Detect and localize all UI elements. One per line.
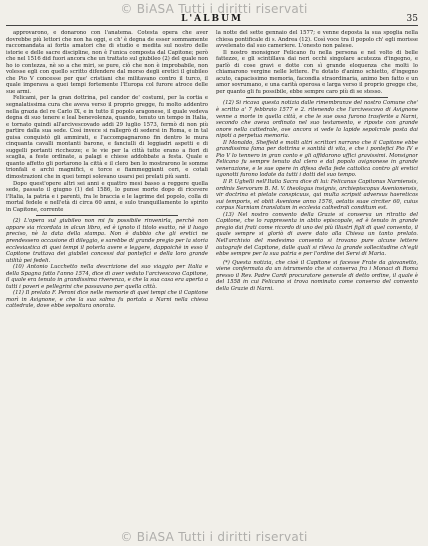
running-head: L'ALBUM [181, 14, 243, 24]
paragraph: la notte del sette gennaio del 1577; e venne deposta la sua spoglia nella chiesa pontificale di s. Andrea (12). Così voce tra il popolo ch' egli morisse avvelenato dal suo cameriere. L'onesto non palese. [216, 30, 418, 50]
footnote-separator [246, 97, 387, 98]
footnote: (*) Questa notizia, che cioè il Capitone si facesse Frate da giovanetto, viene confermata da un istrumento che si conserva fra i Monaci di Roma presso il Rev. Padre Cardi procuratore generale di detto ordine, il quale è del 1558 in cui Felicano si trova nominato come converso del convento della Grazie di Narni. [216, 259, 418, 292]
paragraph: Il nostro monsignor Felicano fu nella persona e nel volto di belle fattezze, e gli scintillava dai neri occhi singolare acutezza d'ingegno, e parlò di cose gravi e dotte con sì grande eloquenza che molti lo chiamarono vergine nelle lettere. Fu dotato d'animo schietto, d'ingegno acuto, capacissimo memoria, facondia straordinaria, animo ben fatto e un amor sovrumano, e una carità operosa e larga verso il proprio gregge che, per quanto gli fu possibile, ebbe sempre caro più di se stesso. [216, 49, 418, 95]
left-column [6, 30, 208, 526]
footnote-separator [36, 215, 177, 216]
page-number: 35 [406, 14, 418, 24]
paragraph: approvarono, e donarono con l'anatema. Cotesta opera che aver dovrebbe più lettori che non ha oggi, e ch' è degna de esser sommamente raccomandata ai fortis amatori che di studio e medita sul nostro delle istorie e delle sacre discipline, non è l'unica composta dal Capitone; però che nel 1516 did fuori ancora che un trattato sul giubileo (2) del quale non ho io contezza, nè so a che miri, se pure, ciò che non è improbabile, non volesse egli con quello scritto difendere dal morso degli eretici il giubileo che Pio V concesse per que' cristiani che militavano contro il turco, il quale imperava a quei tempi fortemente l'Europa col furore atroce delle sue armi. [6, 30, 208, 95]
footnote: (13) Nel nostro convento della Grazie si conserva un ritratto del Capitone, che lo rappresenta in abito episcopale, ed è tenuto in grande pregio dai frati come ricordo di uno dei più illustri figli di quel convento, il quale sempre si gloriò di avere dato alla Chiesa un tanto prelato. Nell'archivio del medesimo convento si trovano pure alcune lettere autografe del Capitone, dalle quali si rileva la grande sollecitudine ch'egli ebbe sempre per la sua patria e per l'ordine dei Servi di Maria. [216, 211, 418, 258]
watermark-top: © BiASA Tutti i diritti riservati [120, 2, 308, 16]
page-header [6, 13, 418, 26]
footnote: (11) Il prelato F. Peroni dice nelle memorie di quei tempi che il Capitone morì in Avignone, e che la sua salma fu portata a Narni nella chiesa cattedrale, dove ebbe sepoltura onorata. [6, 290, 208, 310]
paragraph: Felicami, per la gran dottrina, pel candor de' costumi, per la cortia e segnalatissima cura che aveva verso il proprio gregge, fu molto addentro nella grazia del re Carlo IX, e in tutto il popolo aragonese, il quale vedeva degna di suo tenere e leal benevolenza, quando, tenuto un tempo in Italia, e tornato quindi all'arcivescovado addi 29 luglio 1573, fermò di non più partire dalla sua sede. Così invece si rallegrò di sedersi in Roma, e in tal guisa conquistò gli ammirati, e l'accompagnarono fin dentro le mura cinquanta cavalli montanti barone, e fanciulli di leggiadri aspetti e di suggelli portanti ricchezze; e le vie per la città tutte erano a fiori di scaglia, a feste ordinate, a palagi e chiese addobbate a festa. Quale e quanto affetto gli portarono la città e il clero ben lo mostrarono le somme trionfali e archi magnifici, e torce e fiammeggianti ceri, e cotali dimostrazioni che in quei tempi solevano usarsi pei prelati più santi. [6, 95, 208, 181]
paragraph: Dopo quest'opere altri sei anni e quattro mesi basso a reggere quella sede, passato il giugno (1) del 1586, lo punse morte dopo di ricevere l'Italia, la patria e i parenti, fra le braccia e le lagrime del popolo, colla di mortal fedele e nell'età di circa 60 anni, e sulo tranquillamente lo spirito in Capitone, corrente [6, 180, 208, 213]
footnote: (10) Antonio Lucchetto nella descrizione del suo viaggio per Italia e della Spagna fatto l'anno 1574, dice di aver veduto l'arcivescovo Capitone, il quale era tenuto in grandissima riverenza, e che la sua casa era aperta a tutti i poveri e pellegrini che passavano per quella città. [6, 264, 208, 290]
footnote: Il P. Ughelli nell'Italia Sacra dice di lui: Felicanus Capitonus Narniensis, ordinis Servorum B. M. V. theologus insignis, archiepiscopus Avenionensis, vir doctrina et pietate conspicuus, qui multa scripsit adversus haereticos sui temporis, et obiit Avenione anno 1576, aetatis suae circiter 60, cuius corpus Narniam translatum in ecclesia cathedrali conditum est. [216, 179, 418, 212]
footnote: (2) L'opera sul giubileo non mi fu possibile rinvenirla, perchè non appare sia ricordata in alcun libro, ed è ignoto il titolo esatto, nè il luogo preciso, nè la data della stampa. Non è dubbio che gli eretici ne prendessero occasione di dileggio, e sarebbe di grande pregio per la storia ecclesiastica di quei tempi il poterla avere e leggere, dappoichè in esso il Capitone trattava dei giubilei concessi dai pontefici e della loro grande utilità pei fedeli. [6, 218, 208, 264]
watermark-bottom: © BiASA Tutti i diritti riservati [120, 530, 308, 544]
footnote: Il Monaldo, Sheffeld e molti altri scrittori narrano che il Capitone ebbe grandissima fama per dottrina e santità di vita, e che i pontefici Pio IV e Pio V lo tennero in gran conto e gli affidarono uffici gravissimi. Monsignor Felicano fu sempre tenuto dal clero e dal popolo avignonese in grande venerazione, e le sue opere in difesa della fede cattolica contro gli eretici ugonotti furono lodate da tutti i dotti del suo tempo. [216, 139, 418, 179]
right-column [216, 30, 418, 526]
text-columns [6, 30, 418, 526]
footnote: (12) Si ricava questa notizia dalle rimembranze del nostro Comune che' è scritto a' 7 febbraio 1577 e 2. ritenendo che l'arcivescovo di Avignone venne a morte in quella città, e che le sue ossa furono trasferite a Narni, secondo che aveva ordinato nel suo testamento, e riposte con grande onore nella cattedrale, ove ancora si vede la lapide sepolcrale posta dai nipoti a perpetua memoria. [216, 100, 418, 140]
